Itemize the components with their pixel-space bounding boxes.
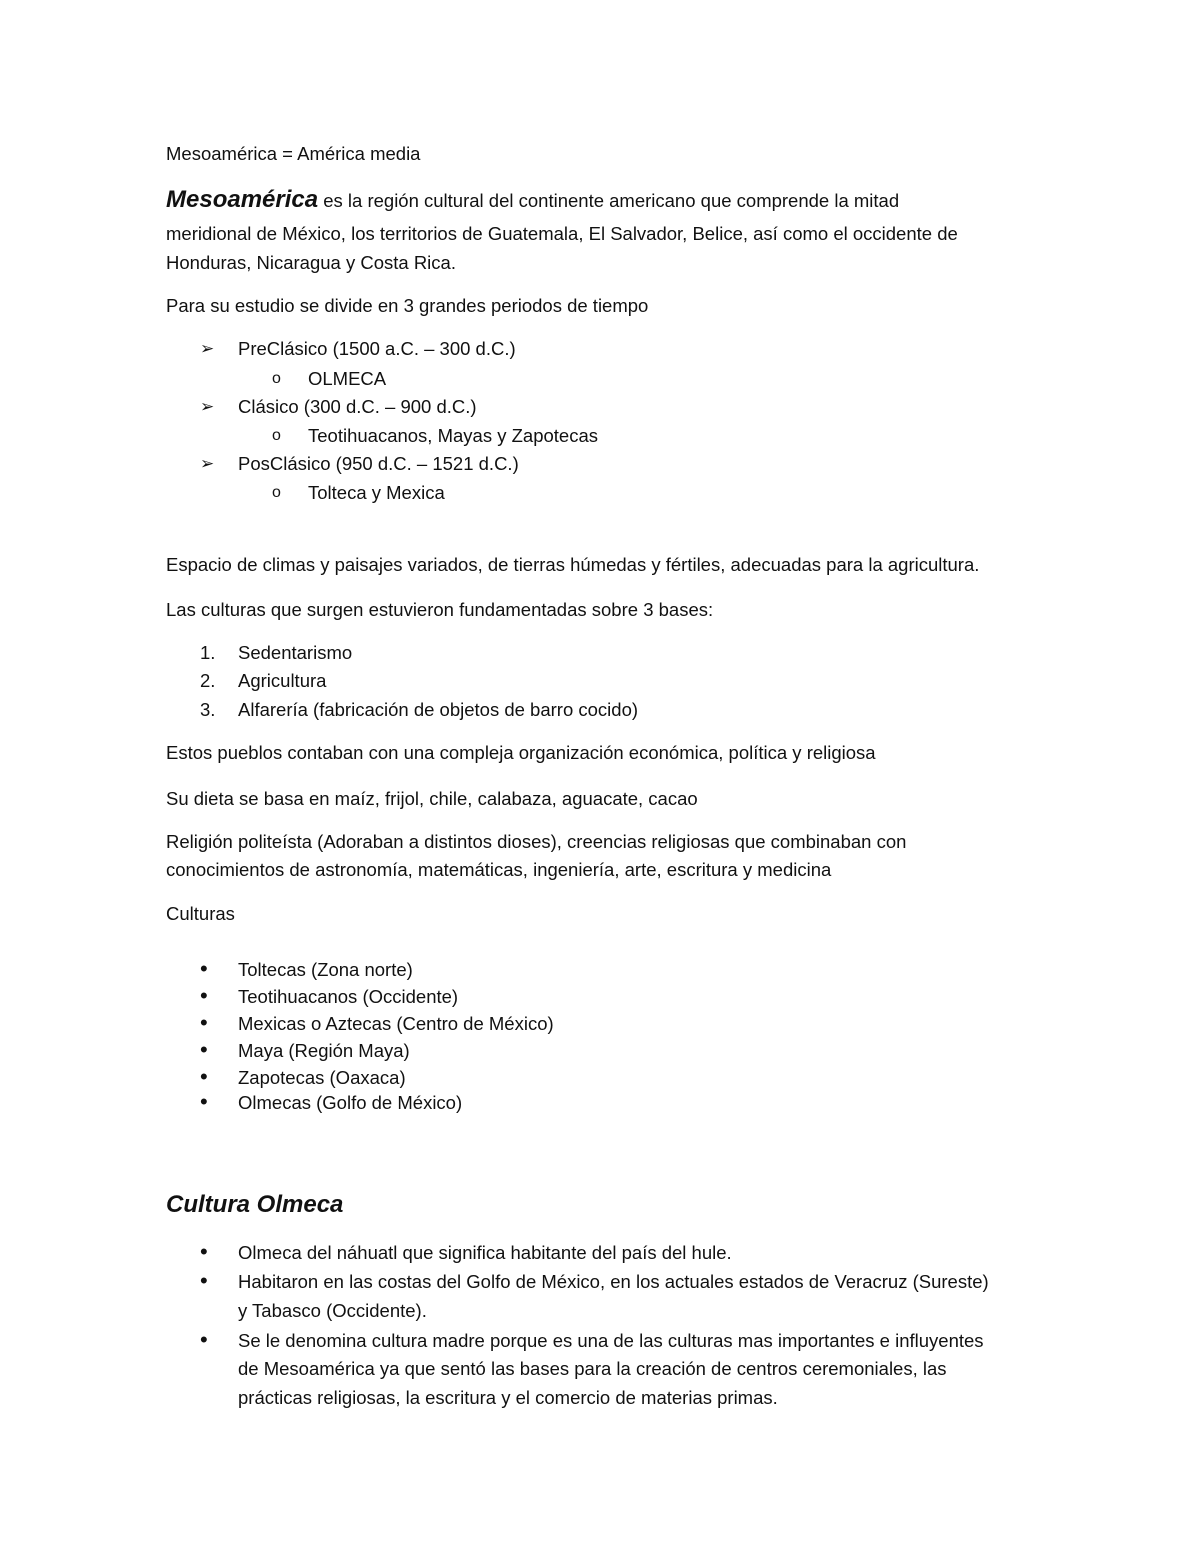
- cultura-item: Mexicas o Aztecas (Centro de México): [238, 1013, 554, 1034]
- olmeca-bullet-2-line-2: y Tabasco (Occidente).: [238, 1300, 427, 1321]
- olmeca-bullet-3-line-1: Se le denomina cultura madre porque es una de las culturas mas importantes e influyentes: [238, 1330, 984, 1351]
- list-number: 1.: [200, 642, 216, 663]
- religion-line-1: Religión politeísta (Adoraban a distintos dioses), creencias religiosas que combinaban con: [166, 831, 907, 852]
- title-line: Mesoamérica = América media: [166, 143, 421, 164]
- bullet-icon: •: [200, 1089, 208, 1114]
- intro-term: Mesoamérica: [166, 186, 319, 213]
- period-subitem: OLMECA: [308, 368, 387, 389]
- cultura-item: Zapotecas (Oaxaca): [238, 1067, 406, 1088]
- bullet-icon: •: [200, 1010, 208, 1035]
- bullet-icon: •: [200, 983, 208, 1008]
- intro-line-2: meridional de México, los territorios de Guatemala, El Salvador, Belice, así como el occidente de: [166, 223, 958, 244]
- periods-intro: Para su estudio se divide en 3 grandes periodos de tiempo: [166, 295, 649, 316]
- section-heading-olmeca: Cultura Olmeca: [166, 1191, 344, 1218]
- circle-bullet-icon: o: [272, 370, 281, 387]
- cultura-item: Olmecas (Golfo de México): [238, 1092, 463, 1113]
- cultura-item: Teotihuacanos (Occidente): [238, 986, 459, 1007]
- arrow-bullet-icon: ➢: [200, 454, 215, 473]
- olmeca-bullet-1: Olmeca del náhuatl que significa habitante del país del hule.: [238, 1242, 732, 1263]
- base-item: Agricultura: [238, 670, 327, 691]
- culturas-label: Culturas: [166, 903, 235, 924]
- religion-line-2: conocimientos de astronomía, matemáticas, ingeniería, arte, escritura y medicina: [166, 859, 832, 880]
- base-item: Alfarería (fabricación de objetos de barro cocido): [238, 699, 639, 720]
- period-subitem: Teotihuacanos, Mayas y Zapotecas: [308, 425, 598, 446]
- olmeca-bullet-3-line-3: prácticas religiosas, la escritura y el comercio de materias primas.: [238, 1387, 778, 1408]
- estos-paragraph: Estos pueblos contaban con una compleja organización económica, política y religiosa: [166, 742, 876, 763]
- base-item: Sedentarismo: [238, 642, 353, 663]
- arrow-bullet-icon: ➢: [200, 397, 215, 416]
- list-number: 3.: [200, 699, 216, 720]
- period-item: PosClásico (950 d.C. – 1521 d.C.): [238, 453, 519, 474]
- bullet-icon: •: [200, 1239, 208, 1264]
- arrow-bullet-icon: ➢: [200, 339, 215, 358]
- circle-bullet-icon: o: [272, 484, 281, 501]
- bullet-icon: •: [200, 1268, 208, 1293]
- bullet-icon: •: [200, 1327, 208, 1352]
- cultura-item: Maya (Región Maya): [238, 1040, 410, 1061]
- bases-intro: Las culturas que surgen estuvieron fundamentadas sobre 3 bases:: [166, 599, 714, 620]
- period-item: PreClásico (1500 a.C. – 300 d.C.): [238, 338, 516, 359]
- intro-line-3: Honduras, Nicaragua y Costa Rica.: [166, 252, 456, 273]
- period-subitem: Tolteca y Mexica: [308, 482, 445, 503]
- dieta-paragraph: Su dieta se basa en maíz, frijol, chile, calabaza, aguacate, cacao: [166, 788, 698, 809]
- bullet-icon: •: [200, 1064, 208, 1089]
- olmeca-bullet-2-line-1: Habitaron en las costas del Golfo de México, en los actuales estados de Veracruz (Sureste): [238, 1271, 989, 1292]
- list-number: 2.: [200, 670, 216, 691]
- intro-text: es la región cultural del continente americano que comprende la mitad: [323, 190, 900, 211]
- bullet-icon: •: [200, 1037, 208, 1062]
- espacio-paragraph: Espacio de climas y paisajes variados, de tierras húmedas y fértiles, adecuadas para la agricultura.: [166, 554, 980, 575]
- bullet-icon: •: [200, 956, 208, 981]
- period-item: Clásico (300 d.C. – 900 d.C.): [238, 396, 477, 417]
- olmeca-bullet-3-line-2: de Mesoamérica ya que sentó las bases para la creación de centros ceremoniales, las: [238, 1358, 947, 1379]
- cultura-item: Toltecas (Zona norte): [238, 959, 413, 980]
- circle-bullet-icon: o: [272, 427, 281, 444]
- intro-line-1: [166, 188, 899, 213]
